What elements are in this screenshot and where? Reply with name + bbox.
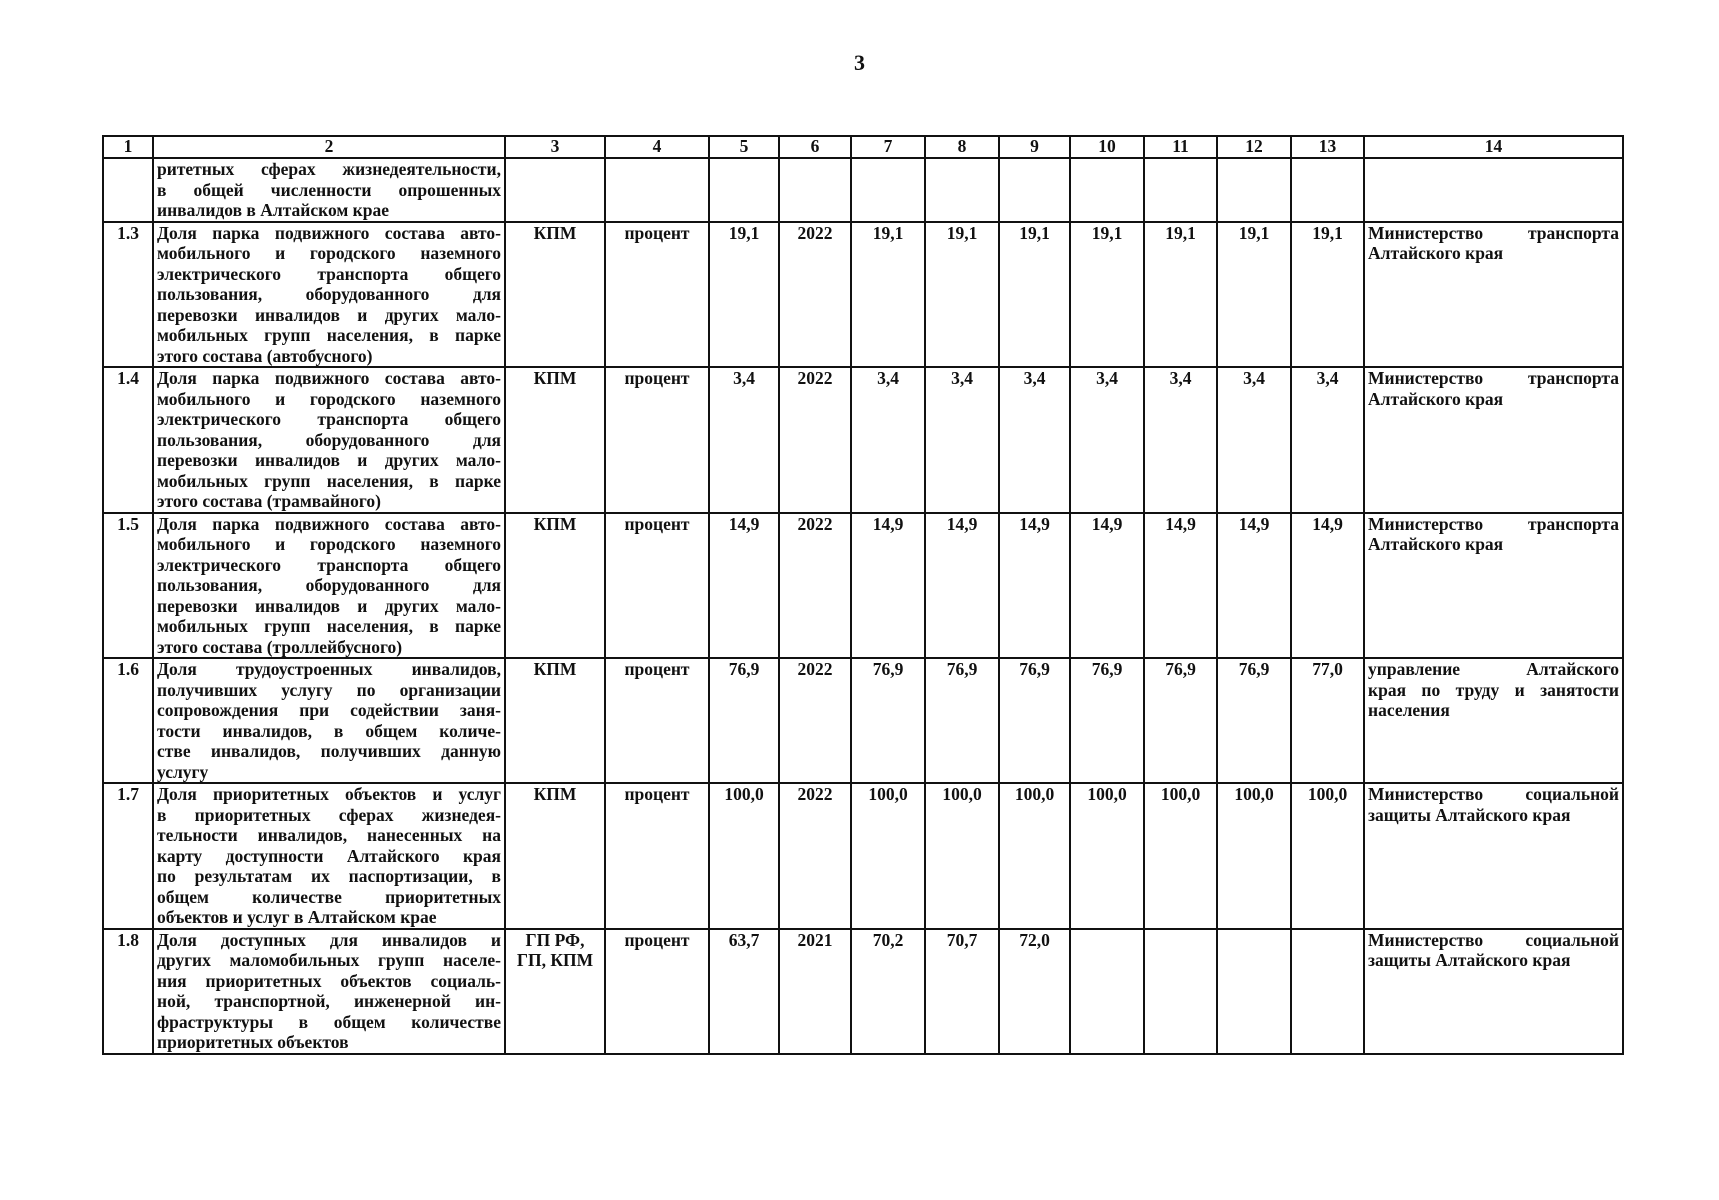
year-value: 19,1 xyxy=(1144,222,1217,368)
year-value: 3,4 xyxy=(1144,367,1217,513)
table-row xyxy=(103,222,1623,368)
col-header: 2 xyxy=(153,136,505,158)
row-number: 1.4 xyxy=(103,367,153,513)
responsible-line: защиты Алтайского края xyxy=(1368,804,1571,825)
indicator-name-line: этого состава (автобусного) xyxy=(157,345,373,366)
responsible-line: Министерство транспорта xyxy=(1368,222,1619,243)
year-value: 19,1 xyxy=(1070,222,1144,368)
table-row xyxy=(103,658,1623,783)
header-row xyxy=(103,136,1623,158)
year-value xyxy=(1217,929,1291,1054)
indicator-source xyxy=(505,658,605,783)
responsible-body xyxy=(1364,158,1623,222)
indicator-source xyxy=(505,222,605,368)
year-value: 19,1 xyxy=(999,222,1070,368)
year-value: 70,2 xyxy=(851,929,925,1054)
indicator-name-line: этого состава (трамвайного) xyxy=(157,491,381,511)
base-year: 2022 xyxy=(779,222,851,368)
row-number: 1.8 xyxy=(103,929,153,1054)
indicator-source xyxy=(505,158,605,222)
indicator-name-line: по результатам их паспортизации, в xyxy=(157,866,501,886)
year-value xyxy=(1291,158,1364,222)
responsible-body xyxy=(1364,929,1623,1054)
unit: процент xyxy=(605,222,709,368)
indicator-name-line: сопровождения при содействии заня- xyxy=(157,700,501,720)
source-line: КПМ xyxy=(533,368,577,388)
year-value: 3,4 xyxy=(1291,367,1364,513)
year-value: 19,1 xyxy=(1291,222,1364,368)
responsible-line: Министерство транспорта xyxy=(1368,513,1619,534)
responsible-line: управление Алтайского xyxy=(1368,659,1619,679)
year-value: 76,9 xyxy=(1144,658,1217,783)
indicator-name-line: мобильного и городского наземного xyxy=(157,388,501,409)
col-header: 8 xyxy=(925,136,999,158)
col-header: 12 xyxy=(1217,136,1291,158)
year-value: 76,9 xyxy=(999,658,1070,783)
year-value xyxy=(925,158,999,222)
indicator-name xyxy=(153,783,505,929)
responsible-line: Министерство транспорта xyxy=(1368,368,1619,388)
indicator-name-line: пользования, оборудованного для xyxy=(157,284,501,304)
indicator-name-line: объектов и услуг в Алтайском крае xyxy=(157,907,437,927)
base-year: 2021 xyxy=(779,929,851,1054)
table-row xyxy=(103,929,1623,1054)
unit: процент xyxy=(605,783,709,929)
year-value xyxy=(999,158,1070,222)
year-value xyxy=(1070,929,1144,1054)
indicator-name-line: стве инвалидов, получивших данную xyxy=(157,741,501,761)
base-year: 2022 xyxy=(779,783,851,929)
year-value: 3,4 xyxy=(999,367,1070,513)
source-line: КПМ xyxy=(533,222,577,243)
year-value: 100,0 xyxy=(1144,783,1217,929)
unit: процент xyxy=(605,367,709,513)
unit: процент xyxy=(605,929,709,1054)
year-value: 14,9 xyxy=(925,513,999,659)
year-value: 19,1 xyxy=(1217,222,1291,368)
source-line: ГП, КПМ xyxy=(516,950,594,970)
year-value: 3,4 xyxy=(1070,367,1144,513)
indicator-name xyxy=(153,513,505,659)
indicator-name-line: получивших услугу по организации xyxy=(157,679,501,700)
base-year xyxy=(779,158,851,222)
responsible-line: Алтайского края xyxy=(1368,534,1504,554)
indicator-name-line: электрического транспорта общего xyxy=(157,554,501,575)
year-value: 76,9 xyxy=(851,658,925,783)
indicator-name-line: мобильных групп населения, в парке xyxy=(157,470,501,491)
col-header: 3 xyxy=(505,136,605,158)
year-value xyxy=(1070,158,1144,222)
unit: процент xyxy=(605,658,709,783)
year-value: 19,1 xyxy=(925,222,999,368)
indicator-name-line: Доля приоритетных объектов и услуг xyxy=(157,784,501,804)
responsible-line: защиты Алтайского края xyxy=(1368,950,1571,970)
indicator-name-line: других маломобильных групп населе- xyxy=(157,950,501,970)
year-value: 14,9 xyxy=(1144,513,1217,659)
row-number: 1.5 xyxy=(103,513,153,659)
indicator-name xyxy=(153,222,505,368)
unit xyxy=(605,158,709,222)
indicator-name xyxy=(153,929,505,1054)
responsible-body xyxy=(1364,367,1623,513)
indicator-source xyxy=(505,367,605,513)
year-value: 14,9 xyxy=(1291,513,1364,659)
indicator-name-line: карту доступности Алтайского края xyxy=(157,845,501,866)
year-value: 100,0 xyxy=(925,783,999,929)
col-header: 9 xyxy=(999,136,1070,158)
year-value: 76,9 xyxy=(1217,658,1291,783)
indicator-name-line: приоритетных объектов xyxy=(157,1032,349,1052)
year-value: 76,9 xyxy=(1070,658,1144,783)
indicator-name-line: фраструктуры в общем количестве xyxy=(157,1011,501,1032)
year-value xyxy=(1144,158,1217,222)
year-value: 100,0 xyxy=(1217,783,1291,929)
indicator-name-line: общем количестве приоритетных xyxy=(157,886,501,907)
col-header: 5 xyxy=(709,136,779,158)
indicator-name-line: пользования, оборудованного для xyxy=(157,575,501,595)
year-value: 3,4 xyxy=(1217,367,1291,513)
base-value: 100,0 xyxy=(709,783,779,929)
indicator-name xyxy=(153,367,505,513)
indicator-name-line: мобильного и городского наземного xyxy=(157,534,501,554)
year-value: 72,0 xyxy=(999,929,1070,1054)
year-value: 19,1 xyxy=(851,222,925,368)
indicator-name-line: мобильного и городского наземного xyxy=(157,243,501,263)
source-line: КПМ xyxy=(533,659,577,679)
col-header: 14 xyxy=(1364,136,1623,158)
table-row xyxy=(103,158,1623,222)
indicator-name-line: тости инвалидов, в общем количе- xyxy=(157,720,501,741)
col-header: 10 xyxy=(1070,136,1144,158)
year-value: 76,9 xyxy=(925,658,999,783)
indicator-name-line: в приоритетных сферах жизнедея- xyxy=(157,804,501,825)
responsible-body xyxy=(1364,658,1623,783)
responsible-line: Алтайского края xyxy=(1368,243,1504,263)
responsible-body xyxy=(1364,783,1623,929)
year-value: 100,0 xyxy=(1070,783,1144,929)
row-number xyxy=(103,158,153,222)
indicator-name-line: Доля парка подвижного состава авто- xyxy=(157,368,501,388)
indicator-name-line: Доля парка подвижного состава авто- xyxy=(157,222,501,243)
indicator-name-line: этого состава (троллейбусного) xyxy=(157,636,403,657)
indicator-name-line: Доля трудоустроенных инвалидов, xyxy=(157,659,501,679)
indicator-name-line: тельности инвалидов, нанесенных на xyxy=(157,825,501,845)
base-year: 2022 xyxy=(779,367,851,513)
col-header: 1 xyxy=(103,136,153,158)
base-year: 2022 xyxy=(779,658,851,783)
indicator-name-line: электрического транспорта общего xyxy=(157,263,501,284)
indicator-name-line: ной, транспортной, инженерной ин- xyxy=(157,991,501,1011)
source-line: КПМ xyxy=(533,513,577,534)
source-line: ГП РФ, xyxy=(525,929,585,950)
base-value: 14,9 xyxy=(709,513,779,659)
page-number: 3 xyxy=(854,50,865,75)
table-row xyxy=(103,783,1623,929)
year-value: 14,9 xyxy=(999,513,1070,659)
indicator-source xyxy=(505,929,605,1054)
base-value: 3,4 xyxy=(709,367,779,513)
indicator-source xyxy=(505,783,605,929)
indicator-name-line: Доля парка подвижного состава авто- xyxy=(157,513,501,534)
responsible-line: населения xyxy=(1368,700,1450,720)
row-number: 1.3 xyxy=(103,222,153,368)
unit: процент xyxy=(605,513,709,659)
year-value xyxy=(1217,158,1291,222)
indicator-name xyxy=(153,158,505,222)
base-year: 2022 xyxy=(779,513,851,659)
responsible-line: края по труду и занятости xyxy=(1368,679,1619,700)
base-value: 19,1 xyxy=(709,222,779,368)
year-value xyxy=(1144,929,1217,1054)
indicator-name-line: инвалидов в Алтайском крае xyxy=(157,200,390,220)
indicator-name-line: перевозки инвалидов и других мало- xyxy=(157,595,501,616)
year-value: 100,0 xyxy=(1291,783,1364,929)
responsible-body xyxy=(1364,513,1623,659)
year-value: 14,9 xyxy=(851,513,925,659)
col-header: 6 xyxy=(779,136,851,158)
indicator-name-line: мобильных групп населения, в парке xyxy=(157,325,501,345)
base-value: 76,9 xyxy=(709,658,779,783)
year-value: 77,0 xyxy=(1291,658,1364,783)
year-value: 3,4 xyxy=(925,367,999,513)
row-number: 1.6 xyxy=(103,658,153,783)
year-value: 3,4 xyxy=(851,367,925,513)
col-header: 7 xyxy=(851,136,925,158)
col-header: 4 xyxy=(605,136,709,158)
col-header: 13 xyxy=(1291,136,1364,158)
indicator-name xyxy=(153,658,505,783)
base-value xyxy=(709,158,779,222)
indicator-name-line: ния приоритетных объектов социаль- xyxy=(157,970,501,991)
indicator-name-line: ритетных сферах жизнедеятельности, xyxy=(157,159,501,179)
table-body xyxy=(103,158,1623,1054)
responsible-line: Алтайского края xyxy=(1368,388,1504,409)
indicator-name-line: пользования, оборудованного для xyxy=(157,429,501,450)
year-value: 100,0 xyxy=(999,783,1070,929)
indicator-name-line: услугу xyxy=(157,761,209,782)
responsible-line: Министерство социальной xyxy=(1368,784,1619,804)
table-row xyxy=(103,513,1623,659)
responsible-body xyxy=(1364,222,1623,368)
indicator-name-line: электрического транспорта общего xyxy=(157,409,501,429)
year-value: 14,9 xyxy=(1070,513,1144,659)
source-line: КПМ xyxy=(533,784,577,804)
table-row xyxy=(103,367,1623,513)
year-value xyxy=(851,158,925,222)
year-value xyxy=(1291,929,1364,1054)
indicator-name-line: Доля доступных для инвалидов и xyxy=(157,929,501,950)
col-header: 11 xyxy=(1144,136,1217,158)
indicator-name-line: перевозки инвалидов и других мало- xyxy=(157,304,501,325)
indicator-source xyxy=(505,513,605,659)
year-value: 100,0 xyxy=(851,783,925,929)
indicator-name-line: в общей численности опрошенных xyxy=(157,179,501,200)
indicator-name-line: перевозки инвалидов и других мало- xyxy=(157,450,501,470)
base-value: 63,7 xyxy=(709,929,779,1054)
indicators-table xyxy=(102,135,1624,1055)
row-number: 1.7 xyxy=(103,783,153,929)
year-value: 14,9 xyxy=(1217,513,1291,659)
indicator-name-line: мобильных групп населения, в парке xyxy=(157,616,501,636)
year-value: 70,7 xyxy=(925,929,999,1054)
responsible-line: Министерство социальной xyxy=(1368,929,1619,950)
